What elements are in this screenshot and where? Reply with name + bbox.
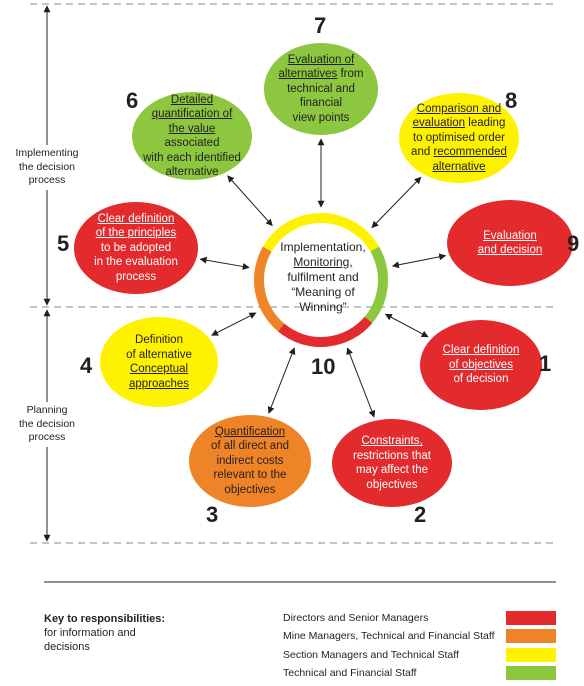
step-text-1 [443, 343, 520, 387]
step-node-5 [74, 202, 198, 294]
step-text-segment: relevant to the [213, 469, 287, 482]
step-text-segment: alternatives [278, 68, 338, 81]
key-subtitle: for information and decisions [44, 627, 136, 653]
step-text-line [142, 93, 242, 108]
step-number-3: 3 [206, 502, 219, 527]
step-text-segment: restrictions that [353, 449, 431, 462]
key-color-swatch [506, 611, 556, 625]
step-text-segment: may affect the [355, 464, 428, 476]
step-node-7 [264, 43, 378, 135]
center-line: fulfilment and [287, 270, 359, 284]
step-text-line [353, 434, 431, 449]
step-text-segment: financial [299, 97, 343, 110]
step-text-line [411, 116, 507, 131]
step-number-8: 8 [505, 88, 518, 113]
step-text-line [353, 478, 431, 493]
center-hub-text [268, 240, 378, 315]
step-node-3 [189, 415, 311, 507]
step-node-2 [332, 419, 452, 507]
step-text-segment: associated [164, 137, 220, 149]
step-text-segment: alternative [165, 166, 219, 178]
key-row [283, 629, 583, 643]
step-node-8 [399, 93, 519, 183]
implementing-label-line: the decision [18, 160, 76, 173]
ring-segment-red [281, 320, 368, 342]
connector-arrow-3 [269, 348, 295, 413]
step-text-line [142, 122, 242, 151]
step-text-line [278, 67, 363, 82]
step-text-segment: evaluation [412, 117, 466, 130]
step-number-9: 9 [567, 231, 580, 256]
step-text-segment: of alternative [126, 348, 192, 361]
connector-arrow-8 [372, 177, 421, 227]
key-row-label: Section Managers and Technical Staff [283, 649, 459, 661]
key-row-label: Mine Managers, Technical and Financial Staff [283, 630, 495, 642]
step-text-segment: alternative [432, 160, 486, 173]
step-text-segment: of all direct and [211, 440, 289, 453]
step-text-segment: of the principles [95, 227, 177, 240]
center-line: Monitoring, [293, 255, 353, 269]
step-text-line [94, 270, 178, 285]
step-text-line [278, 53, 363, 68]
step-text-7 [278, 53, 363, 126]
step-text-5 [94, 212, 178, 285]
step-text-segment: and [411, 146, 434, 159]
key-row [283, 648, 583, 662]
step-text-line [278, 96, 363, 111]
implementing-label-line: process [28, 174, 66, 186]
step-text-segment: of decision [453, 373, 509, 386]
step-text-segment: process [115, 270, 157, 283]
connector-arrow-5 [200, 259, 249, 267]
step-text-9 [478, 229, 543, 258]
step-text-line [411, 131, 507, 146]
step-text-line [443, 372, 520, 387]
step-text-line [478, 243, 543, 258]
step-text-line [278, 111, 363, 126]
key-color-swatch [506, 648, 556, 662]
step-number-5: 5 [57, 231, 70, 256]
planning-label-line: process [28, 431, 66, 443]
connector-arrow-1 [385, 314, 427, 337]
step-text-segment: Definition [135, 334, 183, 346]
step-text-line [211, 483, 289, 498]
step-text-line [211, 454, 289, 469]
step-text-line [126, 348, 192, 363]
step-text-segment: the value [168, 122, 216, 135]
step-number-6: 6 [126, 88, 139, 113]
step-text-segment: Conceptual [129, 363, 189, 375]
step-node-1 [420, 320, 542, 410]
step-text-line [94, 226, 178, 241]
step-text-segment: Quantification [214, 425, 286, 438]
step-text-line [443, 343, 520, 358]
step-text-segment: objectives [224, 483, 276, 496]
step-text-line [211, 468, 289, 483]
step-text-segment: Clear definition [442, 344, 520, 357]
key-color-swatch [506, 629, 556, 643]
step-text-6 [142, 93, 242, 180]
step-text-line [411, 145, 507, 160]
step-text-line [142, 151, 242, 166]
step-text-line [94, 241, 178, 256]
step-text-segment: indirect costs [216, 454, 284, 467]
step-text-segment: Evaluation [483, 229, 537, 242]
step-number-4: 4 [80, 353, 93, 378]
step-text-segment: recommended [433, 146, 507, 159]
step-node-4 [100, 317, 218, 407]
step-text-line [411, 102, 507, 117]
step-number-7: 7 [314, 13, 327, 38]
step-text-4 [126, 333, 192, 391]
step-text-segment: of objectives [449, 358, 513, 371]
planning-label-line: the decision [18, 417, 76, 430]
step-text-segment: Evaluation of [287, 53, 355, 66]
connector-arrow-9 [393, 256, 446, 266]
step-node-6 [132, 92, 252, 180]
step-number-10: 10 [311, 354, 336, 379]
step-text-segment: to optimised order [412, 131, 506, 144]
key-color-swatch [506, 666, 556, 680]
step-text-line [126, 377, 192, 392]
step-text-segment: quantification of [151, 108, 233, 120]
step-text-segment: Comparison and [416, 102, 502, 115]
step-text-line [126, 362, 192, 377]
step-text-2 [353, 434, 431, 492]
step-node-9 [447, 200, 573, 286]
step-text-line [211, 425, 289, 440]
center-line: “Meaning of [291, 285, 355, 299]
step-text-segment: from [337, 68, 364, 81]
step-text-segment: Clear definition [97, 212, 175, 225]
implementing-label-line: Implementing [15, 147, 79, 159]
step-text-line [443, 358, 520, 373]
step-text-segment: Constraints, [361, 435, 423, 447]
step-text-line [94, 255, 178, 270]
step-text-8 [411, 102, 507, 175]
step-text-segment: with each identified [143, 151, 241, 164]
step-text-line [94, 212, 178, 227]
key-row-label: Technical and Financial Staff [283, 667, 417, 679]
step-text-line [211, 439, 289, 454]
step-text-line [353, 449, 431, 464]
step-text-line [142, 165, 242, 180]
center-line: Winning” [299, 300, 347, 314]
planning-label-line: Planning [26, 404, 68, 416]
step-text-3 [211, 425, 289, 498]
center-line: Implementation, [280, 240, 366, 254]
connector-arrow-2 [347, 348, 374, 417]
implementing-label [0, 145, 95, 190]
step-text-segment: technical and [287, 82, 355, 95]
step-text-line [142, 107, 242, 122]
step-text-segment: objectives [366, 478, 418, 491]
step-text-segment: and decision [477, 244, 543, 256]
connector-arrow-6 [228, 176, 273, 226]
key-row-label: Directors and Senior Managers [283, 612, 429, 624]
planning-label [0, 402, 95, 447]
key-heading: Key to responsibilities: [44, 613, 166, 625]
key-row [283, 666, 583, 680]
step-text-segment: view points [292, 111, 350, 124]
step-text-line [411, 160, 507, 175]
step-text-segment: to be adopted [100, 241, 172, 254]
step-text-segment: approaches [128, 377, 190, 390]
step-text-line [478, 229, 543, 244]
step-number-2: 2 [414, 502, 427, 527]
step-text-line [353, 463, 431, 478]
step-text-segment: in the evaluation [94, 256, 178, 269]
step-text-line [278, 82, 363, 97]
key-row [283, 611, 583, 625]
step-number-1: 1 [539, 351, 552, 376]
step-text-line [126, 333, 192, 348]
connector-arrow-4 [212, 313, 256, 335]
step-text-segment: leading [465, 117, 506, 130]
key-title [44, 612, 224, 654]
step-text-segment: Detailed [170, 93, 214, 106]
